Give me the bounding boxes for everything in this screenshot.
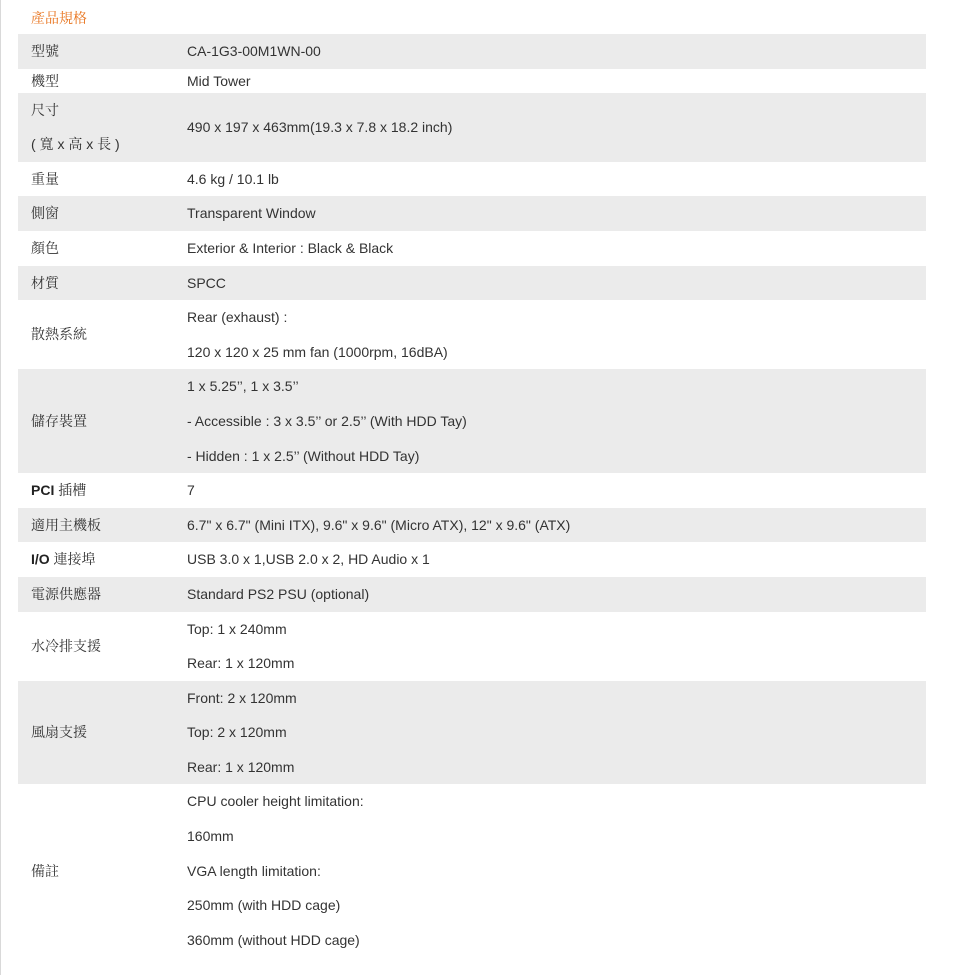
spec-value: Rear (exhaust) : 120 x 120 x 25 mm fan (1000rpm, 16dBA) — [187, 309, 448, 360]
spec-row-color — [18, 231, 926, 266]
spec-row-material — [18, 266, 926, 301]
spec-label: 電源供應器 — [18, 577, 187, 612]
spec-value: 1 x 5.25’’, 1 x 3.5’’ - Accessible : 3 x 3.5’’ or 2.5’’ (With HDD Tay) - Hidden : 1 x 2.5’’ (Without HDD Tay) — [187, 369, 926, 473]
spec-label: 尺寸 ( 寬 x 高 x 長 ) — [18, 93, 187, 162]
page-left-border — [0, 0, 1, 975]
spec-value: Transparent Window — [187, 196, 926, 231]
spec-value: Front: 2 x 120mm Top: 2 x 120mm Rear: 1 x 120mm — [187, 681, 926, 785]
spec-value: 4.6 kg / 10.1 lb — [187, 170, 279, 187]
spec-row-radiator — [18, 612, 926, 681]
spec-row-type — [18, 69, 926, 93]
spec-row-notes — [18, 784, 926, 957]
spec-table — [18, 34, 926, 957]
spec-label: 顏色 — [31, 239, 59, 256]
spec-label: 散熱系統 — [31, 326, 87, 343]
spec-row-fan-support — [18, 681, 926, 785]
spec-label: 備註 — [31, 862, 59, 879]
spec-label: 材質 — [18, 266, 187, 301]
spec-label: PCI 插槽 — [31, 482, 87, 499]
spec-row-side-window — [18, 196, 926, 231]
spec-row-storage — [18, 369, 926, 473]
spec-row-weight — [18, 162, 926, 197]
spec-label: 機型 — [31, 72, 59, 89]
spec-row-pci-slots — [18, 473, 926, 508]
spec-value: Mid Tower — [187, 72, 251, 89]
spec-value: USB 3.0 x 1,USB 2.0 x 2, HD Audio x 1 — [187, 551, 430, 568]
spec-value: 6.7" x 6.7" (Mini ITX), 9.6" x 9.6" (Micro ATX), 12" x 9.6" (ATX) — [187, 508, 926, 543]
spec-value: CPU cooler height limitation: 160mm VGA length limitation: 250mm (with HDD cage) 360mm (without HDD cage) — [187, 793, 364, 948]
spec-label: 儲存裝置 — [18, 369, 187, 473]
spec-row-io-ports — [18, 542, 926, 577]
spec-value: 490 x 197 x 463mm(19.3 x 7.8 x 18.2 inch) — [187, 93, 926, 162]
spec-label: 重量 — [31, 170, 59, 187]
spec-label: 側窗 — [18, 196, 187, 231]
spec-row-psu — [18, 577, 926, 612]
spec-row-cooling — [18, 300, 926, 369]
spec-row-motherboard — [18, 508, 926, 543]
spec-row-model — [18, 34, 926, 69]
spec-label: 水冷排支援 — [31, 637, 101, 654]
spec-label: 風扇支援 — [18, 681, 187, 785]
spec-value: CA-1G3-00M1WN-00 — [187, 34, 926, 69]
spec-value: 7 — [187, 482, 195, 499]
spec-value: Exterior & Interior : Black & Black — [187, 239, 394, 256]
spec-value: Top: 1 x 240mm Rear: 1 x 120mm — [187, 620, 295, 672]
spec-label: I/O 連接埠 — [31, 551, 96, 568]
spec-label: 型號 — [18, 34, 187, 69]
spec-label: 適用主機板 — [18, 508, 187, 543]
spec-row-dimensions — [18, 93, 926, 162]
spec-value: SPCC — [187, 266, 926, 301]
section-title: 產品規格 — [31, 10, 87, 26]
spec-value: Standard PS2 PSU (optional) — [187, 577, 926, 612]
